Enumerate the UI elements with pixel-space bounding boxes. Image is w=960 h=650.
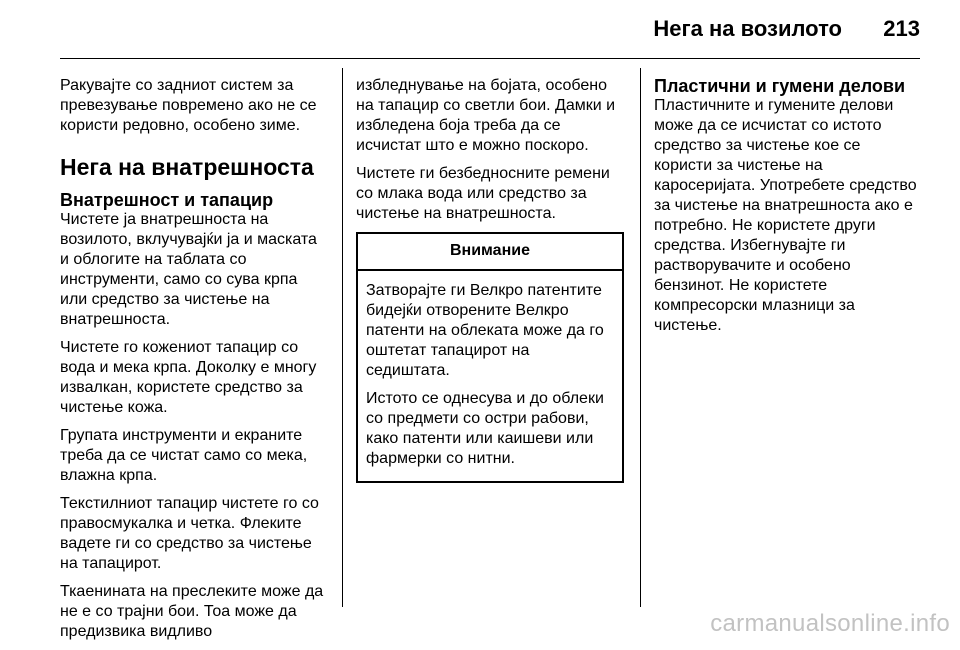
paragraph: избледнување на бојата, особено на тапацир со светли бои. Дамки и избледена боја треба да се исчистат што е можно поскоро. [356,77,616,154]
caution-box [356,232,624,483]
paragraph: Ткаенината на преслеките може да не е со трајни бои. Тоа може да предизвика видливо [60,583,324,640]
watermark: carmanualsonline.info [710,610,950,637]
paragraph: Чистете го кожениот тапацир со вода и мека крпа. Доколку е многу извалкан, користете средство за чистење кожа. [60,339,317,416]
subsection-title: Пластични и гумени делови [654,76,906,96]
page-header [60,0,920,59]
paragraph: Чистете ги безбедносните ремени со млака вода или средство за чистење на внатрешноста. [356,165,610,222]
caution-heading: Внимание [358,234,622,271]
paragraph: Чистете ја внатрешноста на возилото, вклучувајќи ја и маската и облогите на таблата со инструменти, само со сува крпа или средство за чистење на внатрешноста. [60,211,317,328]
column-divider [342,68,343,607]
paragraph: Групата инструменти и екраните треба да се чистат само со мека, влажна крпа. [60,427,308,484]
column-1 [60,76,328,650]
section-title: Нега на внатрешноста [60,154,314,180]
caution-paragraph: Истото се однесува и до облеки со предмети со остри рабови, како патенти или каишеви или фармерки со нитни. [366,390,604,467]
header-title: Нега на возилото [653,16,842,41]
intro-paragraph: Ракувајте со задниот систем за превезување повремено ако не се користи редовно, особено зиме. [60,77,317,134]
page-number: 213 [883,16,920,41]
subsection-title: Внатрешност и тапацир [60,190,274,210]
column-2 [356,76,624,483]
column-3 [654,76,920,344]
paragraph: Текстилниот тапацир чистете го со правосмукалка и четка. Флеките вадете ги со средство за чистење на тапацирот. [60,495,319,572]
caution-paragraph: Затворајте ги Велкро патентите бидејќи отворените Велкро патенти на облеката може да го оштетат тапацирот на седиштата. [366,282,604,379]
paragraph: Пластичните и гумените делови може да се исчистат со истото средство за чистење кое се користи за чистење на каросеријата. Употребете средство за чистење на внатрешноста ако е потребно. Не користете други средства. Избегнувајте ги растворувачите и особено бензинот. Не користете компресорски млазници за чистење. [654,97,917,334]
column-divider [640,68,641,607]
caution-body [358,271,622,481]
